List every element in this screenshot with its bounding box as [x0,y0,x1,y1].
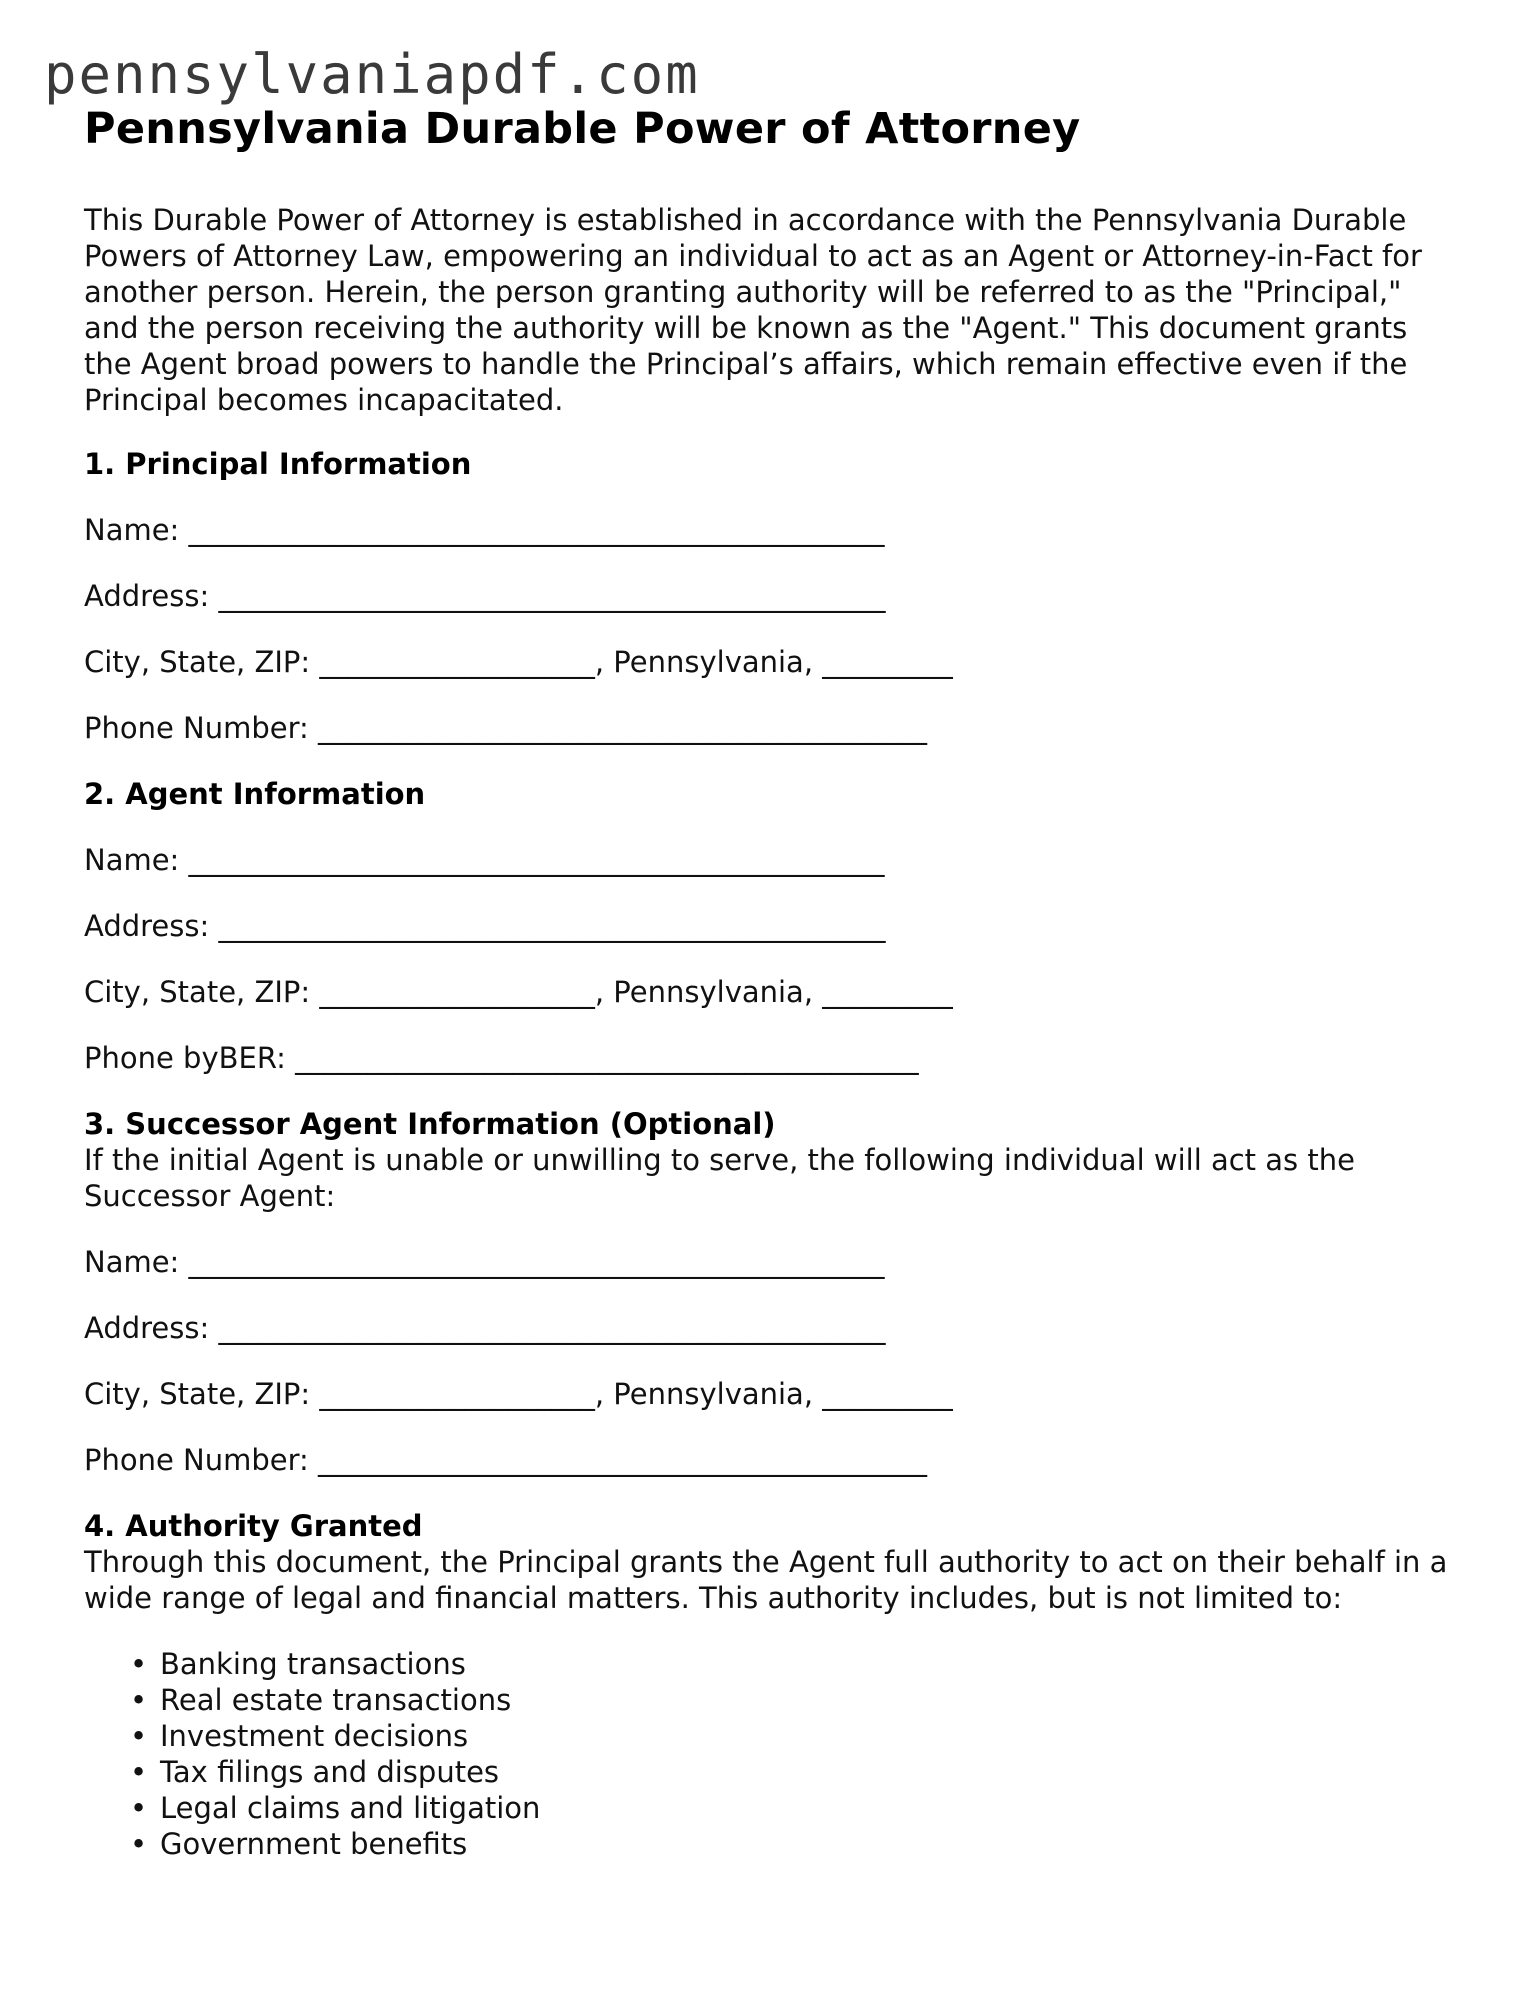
list-item [84,1646,1454,1682]
agent-address-field[interactable]: Address: ______________________________________________ [84,908,886,943]
authority-heading: 4. Authority Granted [84,1508,423,1543]
intro-paragraph: This Durable Power of Attorney is established in accordance with the Pennsylvania Durable Powers of Attorney Law, empowering an individual to act as an Agent or Attorney-in-Fact for another person. Herein, the person granting authority will be referred to as the "Principal," and the person receiving the authority will be known as the "Agent." This document grants the Agent broad powers to handle the Principal’s affairs, which remain effective even if the Principal becomes incapacitated. [84,202,1422,417]
bullet-icon: • [130,1718,148,1753]
agent-name-field[interactable]: Name: ________________________________________________ [84,842,885,877]
agent-heading: 2. Agent Information [84,776,426,811]
document-title: Pennsylvania Durable Power of Attorney [84,104,1081,154]
bullet-icon: • [130,1754,148,1789]
list-item-text: Legal claims and litigation [160,1790,541,1825]
principal-phone-field[interactable]: Phone Number: __________________________________________ [84,710,928,745]
authority-paragraph: Through this document, the Principal grants the Agent full authority to act on their behalf in a wide range of legal and financial matters. This authority includes, but is not limited to: [84,1544,1448,1615]
agent-city-field[interactable]: City, State, ZIP: ___________________, Pennsylvania, _________ [84,974,953,1009]
list-item-text: Banking transactions [160,1646,466,1681]
site-watermark: pennsylvaniapdf.com [44,43,700,106]
successor-phone-field[interactable]: Phone Number: __________________________________________ [84,1442,928,1477]
list-item [84,1790,1454,1826]
principal-address-field[interactable]: Address: ______________________________________________ [84,578,886,613]
list-item [84,1826,1454,1862]
list-item [84,1754,1454,1790]
bullet-icon: • [130,1646,148,1681]
list-item-text: Investment decisions [160,1718,469,1753]
successor-paragraph: If the initial Agent is unable or unwilling to serve, the following individual will act as the Successor Agent: [84,1142,1355,1213]
list-item-text: Tax filings and disputes [160,1754,500,1789]
authority-list [84,1646,1454,1862]
successor-heading: 3. Successor Agent Information (Optional) [84,1106,776,1141]
principal-name-field[interactable]: Name: ________________________________________________ [84,512,885,547]
successor-name-field[interactable]: Name: ________________________________________________ [84,1244,885,1279]
principal-heading: 1. Principal Information [84,446,472,481]
bullet-icon: • [130,1826,148,1861]
list-item-text: Government benefits [160,1826,468,1861]
agent-phone-field[interactable]: Phone byBER: ___________________________________________ [84,1040,919,1075]
successor-city-field[interactable]: City, State, ZIP: ___________________, Pennsylvania, _________ [84,1376,953,1411]
bullet-icon: • [130,1682,148,1717]
list-item [84,1682,1454,1718]
bullet-icon: • [130,1790,148,1825]
document-page [84,104,1454,1862]
list-item-text: Real estate transactions [160,1682,512,1717]
successor-address-field[interactable]: Address: ______________________________________________ [84,1310,886,1345]
list-item [84,1718,1454,1754]
principal-city-field[interactable]: City, State, ZIP: ___________________, Pennsylvania, _________ [84,644,953,679]
